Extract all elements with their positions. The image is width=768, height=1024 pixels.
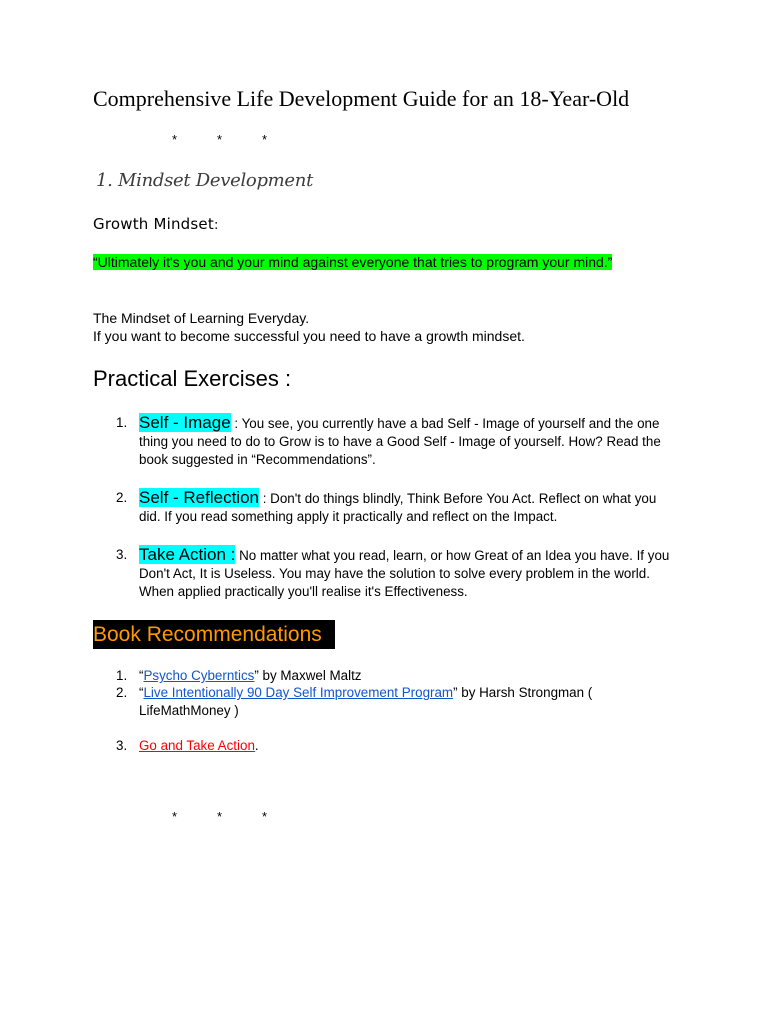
trailing-period: . [254,738,259,753]
divider-star: * [217,132,223,147]
take-action-link[interactable]: Go and Take Action [139,738,255,753]
growth-mindset-colon: : [213,218,219,233]
list-number: 3. [116,738,128,753]
list-number: 1. [116,415,128,430]
list-number: 2. [116,685,128,700]
book-link-psycho-cybernetics[interactable]: Psycho Cyberntics [143,668,255,683]
divider-bottom [172,809,307,824]
book-author: ” by Harsh Strongman ( LifeMathMoney ) [139,685,593,718]
list-number: 3. [116,547,128,562]
divider-star: * [172,809,178,824]
open-quote: “ [139,685,144,700]
list-number: 1. [116,668,128,683]
quote-text: “Ultimately it's you and your mind against everyone that tries to program your mind.” [93,254,613,270]
exercise-text: : You see, you currently have a bad Self - Image of yourself and the one thing you need to do to Grow is to have a Good Self - Image of yourself. How? Read the book suggested in “Recommendations”. [139,416,661,467]
divider-star: * [172,132,178,147]
highlighted-quote [93,253,663,271]
exercise-label: Self - Image [139,413,231,432]
section-heading: 1. Mindset Development [96,170,314,191]
divider-star: * [217,809,223,824]
book-link-live-intentionally[interactable]: Live Intentionally 90 Day Self Improvement Program [143,685,454,700]
exercise-text: : Don't do things blindly, Think Before You Act. Reflect on what you did. If you read something apply it practically and reflect on the Impact. [139,491,657,524]
mindset-line-1: The Mindset of Learning Everyday. [93,310,310,326]
exercise-text: No matter what you read, learn, or how Great of an Idea you have. If you Don't Act, It is Useless. You may have the solution to solve every problem in the world. When applied practically you'll realise it's Effectiveness. [139,548,670,599]
book-recommendations-heading: Book Recommendations [93,620,335,649]
divider-star: * [262,132,268,147]
document-title: Comprehensive Life Development Guide for an 18-Year-Old [93,86,630,111]
mindset-line-2: If you want to become successful you need to have a growth mindset. [93,328,525,344]
growth-mindset-text: Growth Mindset [93,215,214,233]
growth-mindset-label [93,215,219,233]
exercise-label: Self - Reflection [139,488,259,507]
list-number: 2. [116,490,128,505]
divider-top [172,132,307,147]
divider-star: * [262,809,268,824]
open-quote: “ [139,668,144,683]
book-author: ” by Maxwel Maltz [254,668,362,683]
exercises-heading: Practical Exercises : [93,366,292,391]
exercise-label: Take Action : [139,545,236,564]
